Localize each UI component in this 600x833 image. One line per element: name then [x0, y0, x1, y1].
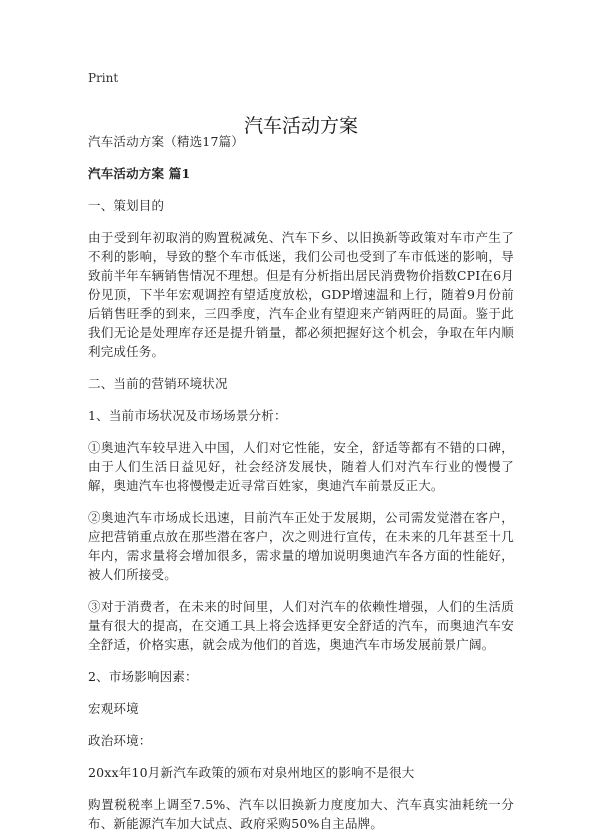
paragraph: ②奥迪汽车市场成长迅速，目前汽车正处于发展期，公司需发觉潜在客户，应把营销重点放在那些潜在客户，次之则进行宣传，在未来的几年甚至十几年内，需求量将会增加很多，需求量的增加说明奥迪汽车各方面的性能好，被人们所接受。 [88, 510, 514, 582]
paragraph: 由于受到年初取消的购置税减免、汽车下乡、以旧换新等政策对车市产生了不利的影响，导致的整个车市低迷，我们公司也受到了车市低迷的影响，导致前半年车辆销售情况不理想。但是有分析指出居民消费物价指数CPI在6月份见顶，下半年宏观调控有望适度放松，GDP增速温和上行，随着9月份前后销售旺季的到来，三四季度，汽车企业有望迎来产销两旺的局面。鉴于此我们无论是处理库存还是提升销量，都必须把握好这个机会，争取在年内顺利完成任务。 [88, 230, 514, 359]
paragraph: 20xx年10月新汽车政策的颁布对泉州地区的影响不是很大 [88, 765, 415, 780]
paragraph: 政治环境： [88, 733, 152, 748]
paragraph: ③对于消费者，在未来的时间里，人们对汽车的依赖性增强，人们的生活质量有很大的提高，在交通工具上将会选择更安全舒适的汽车，而奥迪汽车安全舒适，价格实惠，就会成为他们的首选，奥迪汽车市场发展前景广阔。 [88, 599, 514, 652]
section-heading: 二、当前的营销环境状况 [88, 376, 228, 391]
page-title: 汽车活动方案 [243, 114, 358, 137]
document-body [88, 132, 514, 833]
article-heading: 汽车活动方案 篇1 [88, 166, 191, 181]
section-heading: 一、策划目的 [88, 198, 165, 213]
paragraph: 购置税税率上调至7.5%、汽车以旧换新力度度加大、汽车真实油耗统一分布、新能源汽车加大试点、政府采购50%自主品牌。 [88, 797, 514, 831]
subsection-heading: 2、市场影响因素： [88, 669, 198, 684]
paragraph: ①奥迪汽车较早进入中国，人们对它性能，安全，舒适等都有不错的口碑，由于人们生活日益见好，社会经济发展快，随着人们对汽车行业的慢慢了解，奥迪汽车也将慢慢走近寻常百姓家，奥迪汽车前景反正大。 [88, 440, 514, 493]
subsection-heading: 1、当前市场状况及市场场景分析： [88, 408, 287, 423]
paragraph: 宏观环境 [88, 701, 139, 716]
print-label[interactable]: Print [88, 71, 119, 85]
subtitle: 汽车活动方案（精选17篇） [88, 134, 245, 149]
